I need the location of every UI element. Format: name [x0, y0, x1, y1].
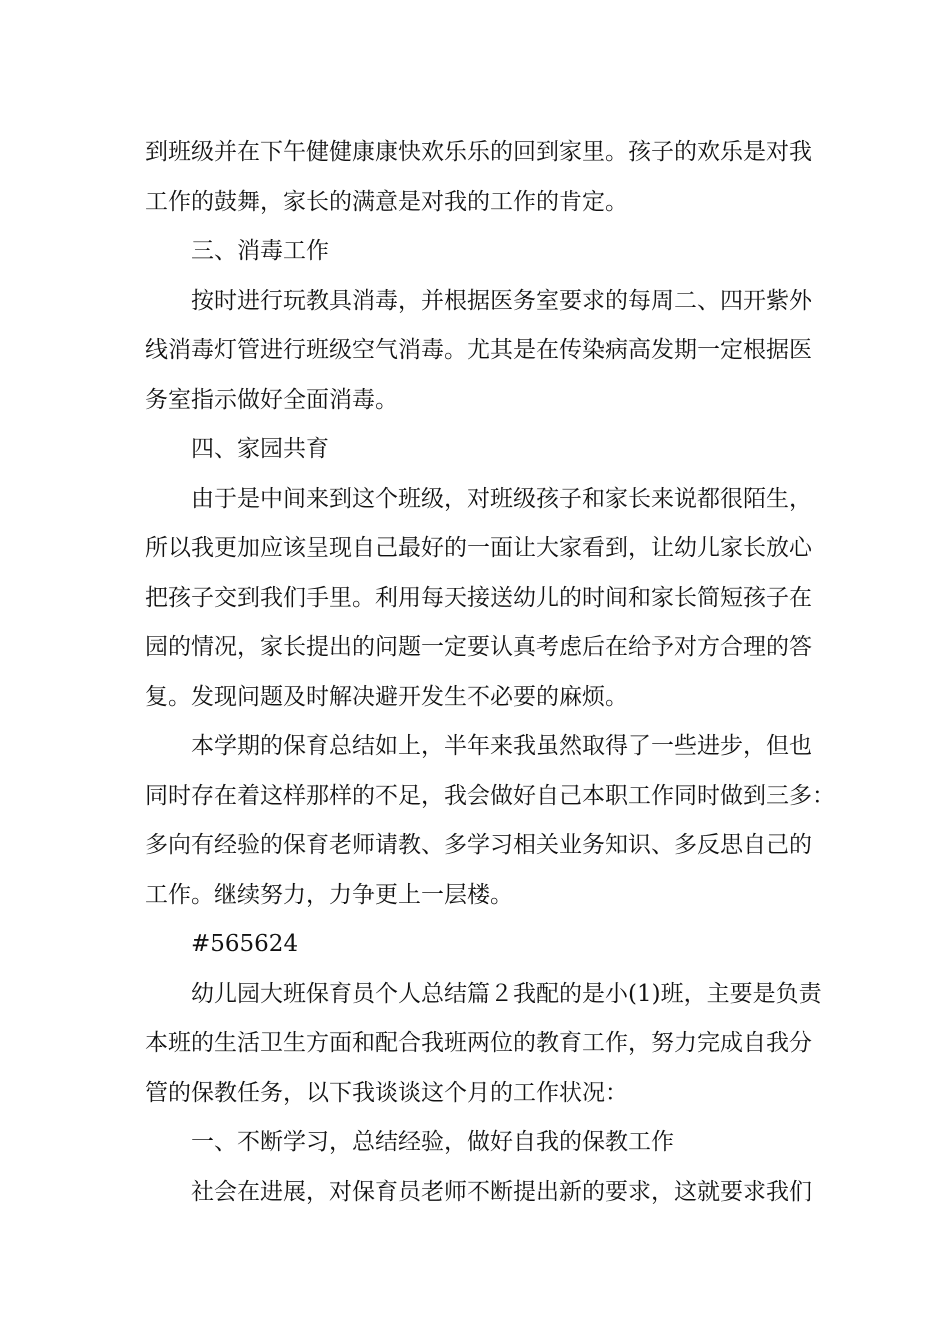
text-line: 同时存在着这样那样的不足，我会做好自己本职工作同时做到三多：: [145, 782, 835, 809]
text-line: 把孩子交到我们手里。利用每天接送幼儿的时间和家长简短孩子在: [145, 584, 812, 611]
text-line: 到班级并在下午健健康康快欢乐乐的回到家里。孩子的欢乐是对我: [145, 139, 812, 165]
text-line: 三、消毒工作: [191, 238, 329, 264]
text-line: 所以我更加应该呈现自己最好的一面让大家看到，让幼儿家长放心: [145, 535, 812, 561]
text-line: 社会在进展，对保育员老师不断提出新的要求，这就要求我们: [191, 1178, 812, 1205]
text-line: #565624: [191, 931, 299, 957]
text-line: 工作。继续努力，力争更上一层楼。: [145, 881, 513, 908]
text-line: 多向有经验的保育老师请教、多学习相关业务知识、多反思自己的: [145, 832, 812, 858]
text-line: 务室指示做好全面消毒。: [145, 386, 398, 413]
document-body: [145, 128, 835, 1217]
text-line: 幼儿园大班保育员个人总结篇２我配的是小(1)班，主要是负责: [191, 980, 822, 1007]
text-line: 本学期的保育总结如上，半年来我虽然取得了一些进步，但也: [191, 733, 812, 759]
text-line: 线消毒灯管进行班级空气消毒。尤其是在传染病高发期一定根据医: [145, 337, 812, 363]
text-line: 一、不断学习，总结经验，做好自我的保教工作: [191, 1129, 674, 1155]
text-line: 复。发现问题及时解决避开发生不必要的麻烦。: [145, 683, 628, 710]
text-line: 按时进行玩教具消毒，并根据医务室要求的每周二、四开紫外: [191, 287, 812, 314]
text-line: 四、家园共育: [191, 436, 329, 462]
text-line: 由于是中间来到这个班级，对班级孩子和家长来说都很陌生，: [191, 485, 812, 512]
text-line: 工作的鼓舞，家长的满意是对我的工作的肯定。: [145, 188, 628, 215]
text-line: 本班的生活卫生方面和配合我班两位的教育工作，努力完成自我分: [145, 1030, 812, 1056]
text-line: 管的保教任务，以下我谈谈这个月的工作状况：: [145, 1079, 628, 1106]
text-line: 园的情况，家长提出的问题一定要认真考虑后在给予对方合理的答: [145, 634, 812, 660]
